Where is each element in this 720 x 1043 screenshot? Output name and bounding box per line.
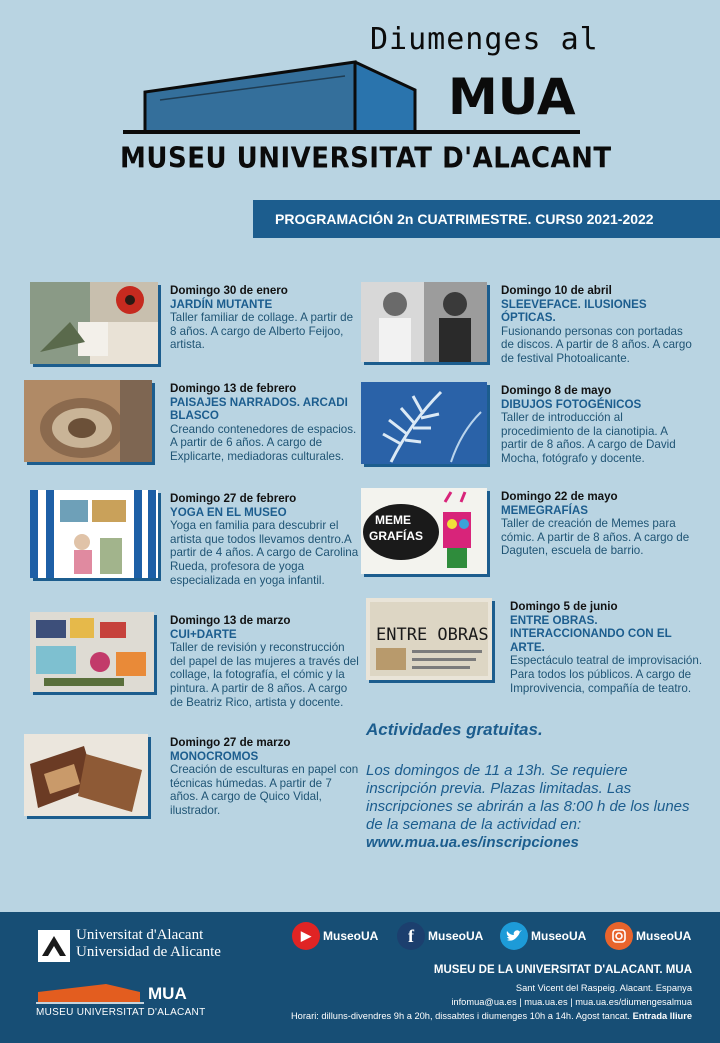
museum-address: Sant Vicent del Raspeig. Alacant. Espanya	[515, 983, 692, 993]
footer	[0, 912, 720, 1043]
university-name-valencian: Universitat d'Alacant	[76, 927, 204, 943]
event-image	[30, 612, 154, 692]
event-dibujos-fotogenicos	[361, 382, 691, 476]
event-memegrafias	[361, 488, 691, 582]
social-label: MuseoUA	[323, 929, 379, 943]
header	[0, 0, 720, 200]
event-description: Taller de revisión y reconstrucción del papel de las mujeres a través del collage, la fotografía, el cómic y la pintura. A partir de 8 años. A cargo de Beatriz Rico, artista y docente.	[170, 641, 359, 709]
event-description: Yoga en familia para descubrir el artista que todos llevamos dentro.A partir de 4 años. A cargo de Carolina Rueda, profesora de yoga especializada en yoga infantil.	[170, 519, 359, 587]
museum-name: MUSEU UNIVERSITAT D'ALACANT	[120, 142, 612, 175]
university-name	[76, 927, 221, 961]
title-line-2: MUA	[448, 68, 576, 126]
memegrafias-thumb-text: MEME	[375, 513, 411, 527]
title-line-1: Diumenges al	[370, 22, 599, 57]
mua-logo-icon	[36, 982, 146, 1004]
event-image	[361, 382, 487, 464]
mua-logo-text: MUA	[148, 984, 187, 1003]
event-name: CUI+DARTE	[170, 627, 237, 641]
social-twitter[interactable]	[500, 921, 586, 951]
social-facebook[interactable]	[397, 921, 483, 951]
event-name: SLEEVEFACE. ILUSIONES ÓPTICAS.	[501, 297, 647, 325]
event-description: Creando contenedores de espacios. A partir de 6 años. A cargo de Explicarte, mediadoras culturales.	[170, 422, 357, 463]
instagram-icon	[605, 922, 633, 950]
event-image	[361, 488, 487, 574]
event-image	[24, 380, 152, 462]
event-image	[366, 598, 492, 680]
event-date: Domingo 30 de enero	[170, 284, 288, 297]
entre-obras-thumb-text: ENTRE OBRAS	[376, 625, 489, 645]
event-description: Taller familiar de collage. A partir de 8 años. A cargo de Alberto Feijoo, artista.	[170, 311, 354, 352]
event-date: Domingo 10 de abril	[501, 284, 612, 297]
university-name-spanish: Universidad de Alicante	[76, 944, 221, 960]
event-name: MEMEGRAFÍAS	[501, 503, 588, 517]
university-logo-icon	[38, 930, 70, 962]
registration-text: Los domingos de 11 a 13h. Se requiere inscripción previa. Plazas limitadas. Las inscripciones se abrirán a las 8:00 h de los lunes de la semana de la actividad en:	[366, 762, 690, 833]
opening-hours: Horari: dilluns-divendres 9h a 20h, dissabtes i diumenges 10h a 14h. Agost tancat.	[290, 1011, 630, 1021]
memegrafias-thumb-text-2: GRAFÍAS	[369, 529, 423, 543]
event-yoga-museo	[30, 490, 360, 602]
social-instagram[interactable]	[605, 921, 691, 951]
event-image	[30, 282, 158, 364]
event-name: PAISAJES NARRADOS. ARCADI BLASCO	[170, 395, 348, 423]
event-name: YOGA EN EL MUSEO	[170, 505, 287, 519]
event-date: Domingo 27 de marzo	[170, 736, 291, 749]
event-jardin-mutante	[30, 282, 360, 372]
museum-contact[interactable]: infomua@ua.es | mua.ua.es | mua.ua.es/diumengesalmua	[451, 997, 692, 1007]
event-paisajes-narrados	[24, 380, 357, 475]
youtube-icon: ▶	[292, 922, 320, 950]
social-youtube[interactable]	[292, 921, 378, 951]
event-name: JARDÍN MUTANTE	[170, 297, 273, 311]
program-banner: PROGRAMACIÓN 2n CUATRIMESTRE. CURS0 2021-2022	[253, 200, 720, 238]
mua-logo-subtitle: MUSEU UNIVERSITAT D'ALACANT	[36, 1007, 206, 1018]
free-activities-heading: Actividades gratuitas.	[366, 720, 543, 739]
event-name: ENTRE OBRAS. INTERACCIONANDO CON EL ARTE.	[510, 613, 672, 654]
event-date: Domingo 8 de mayo	[501, 384, 612, 397]
social-label: MuseoUA	[428, 929, 484, 943]
event-description: Creación de esculturas en papel con técnicas húmedas. A partir de 7 años. A cargo de Quico Vidal, ilustrador.	[170, 763, 359, 817]
free-entry: Entrada lliure	[632, 1011, 692, 1021]
event-entre-obras	[366, 598, 703, 698]
event-description: Fusionando personas con portadas de discos. A partir de 8 años. A cargo de festival Photoalicante.	[501, 324, 692, 365]
event-image	[24, 734, 148, 816]
social-label: MuseoUA	[636, 929, 692, 943]
social-label: MuseoUA	[531, 929, 587, 943]
event-image	[361, 282, 487, 362]
museum-hours	[291, 1011, 692, 1021]
twitter-icon	[500, 922, 528, 950]
event-name: MONOCROMOS	[170, 749, 259, 763]
event-description: Espectáculo teatral de improvisación. Para todos los públicos. A cargo de Improvivencia, compañía de teatro.	[510, 654, 703, 695]
event-date: Domingo 5 de junio	[510, 600, 618, 613]
facebook-icon: f	[397, 922, 425, 950]
event-date: Domingo 27 de febrero	[170, 492, 297, 505]
event-date: Domingo 13 de febrero	[170, 382, 297, 395]
event-date: Domingo 22 de mayo	[501, 490, 618, 503]
event-sleeveface	[361, 282, 691, 382]
event-description: Taller de introducción al procedimiento de la cianotipia. A partir de 8 años. A cargo de David Mocha, fotógrafo y docente.	[501, 411, 676, 465]
registration-link[interactable]: www.mua.ua.es/inscripciones	[366, 834, 579, 851]
event-cui-darte	[30, 612, 360, 722]
event-name: DIBUJOS FOTOGÉNICOS	[501, 397, 642, 411]
event-monocromos	[24, 734, 359, 824]
museum-org-name: MUSEU DE LA UNIVERSITAT D'ALACANT. MUA	[433, 964, 692, 976]
event-image	[30, 490, 158, 578]
event-description: Taller de creación de Memes para cómic. A partir de 8 años. A cargo de Daguten, escuela de barrio.	[501, 517, 690, 558]
event-date: Domingo 13 de marzo	[170, 614, 291, 627]
registration-info	[366, 762, 702, 852]
